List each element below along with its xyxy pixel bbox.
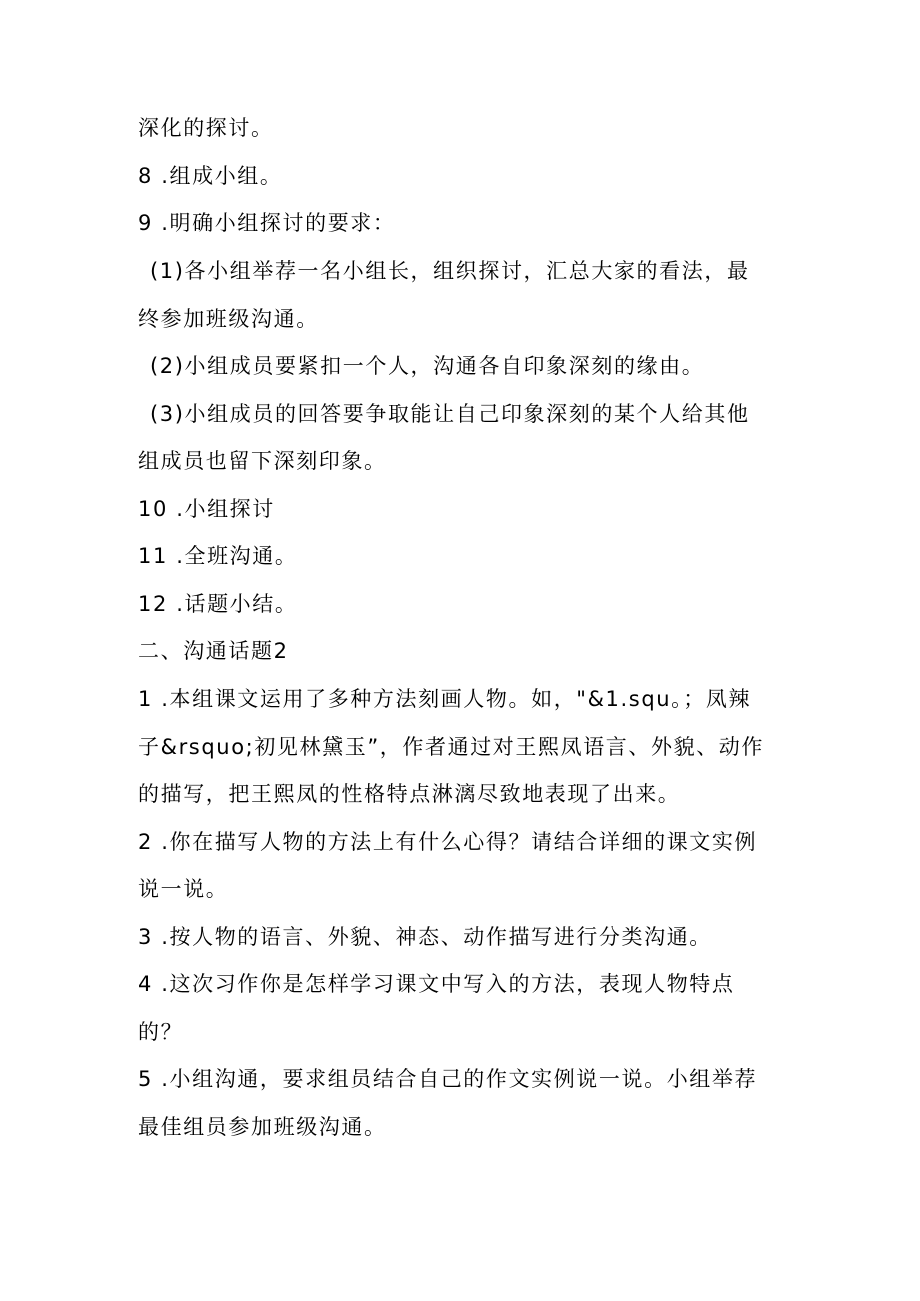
text-line: 终参加班级沟通。 <box>138 307 319 331</box>
list-item: 11 .全班沟通。 <box>138 544 298 568</box>
text-line: 最佳组员参加班级沟通。 <box>138 1115 387 1139</box>
sub-item: (1)各小组举荐一名小组长，组织探讨，汇总大家的看法，最 <box>150 259 750 283</box>
list-item: 5 .小组沟通，要求组员结合自己的作文实例说一说。小组举荐 <box>138 1067 758 1091</box>
text-line: 说一说。 <box>138 877 229 901</box>
text-line: 的描写，把王熙凤的性格特点淋漓尽致地表现了出来。 <box>138 782 681 806</box>
list-item: 4 .这次习作你是怎样学习课文中写入的方法，表现人物特点 <box>138 972 735 996</box>
list-item: 1 .本组课文运用了多种方法刻画人物。如，"&1.squ。；凤辣 <box>138 687 752 711</box>
text-line: 子&rsquo;初见林黛玉”，作者通过对王熙凤语言、外貌、动作 <box>138 735 764 759</box>
text-line: 深化的探讨。 <box>138 116 274 140</box>
list-item: 12 .话题小结。 <box>138 592 298 616</box>
sub-item: (2)小组成员要紧扣一个人，沟通各自印象深刻的缘由。 <box>150 354 705 378</box>
list-item: 10 .小组探讨 <box>138 497 275 521</box>
list-item: 9 .明确小组探讨的要求： <box>138 211 396 235</box>
list-item: 8 .组成小组。 <box>138 164 283 188</box>
list-item: 2 .你在描写人物的方法上有什么心得？请结合详细的课文实例 <box>138 830 758 854</box>
sub-item: (3)小组成员的回答要争取能让自己印象深刻的某个人给其他 <box>150 402 750 426</box>
text-line: 组成员也留下深刻印象。 <box>138 449 387 473</box>
text-line: 的？ <box>138 1020 184 1044</box>
section-heading: 二、沟通话题2 <box>138 639 289 663</box>
list-item: 3 .按人物的语言、外貌、神态、动作描写进行分类沟通。 <box>138 925 712 949</box>
